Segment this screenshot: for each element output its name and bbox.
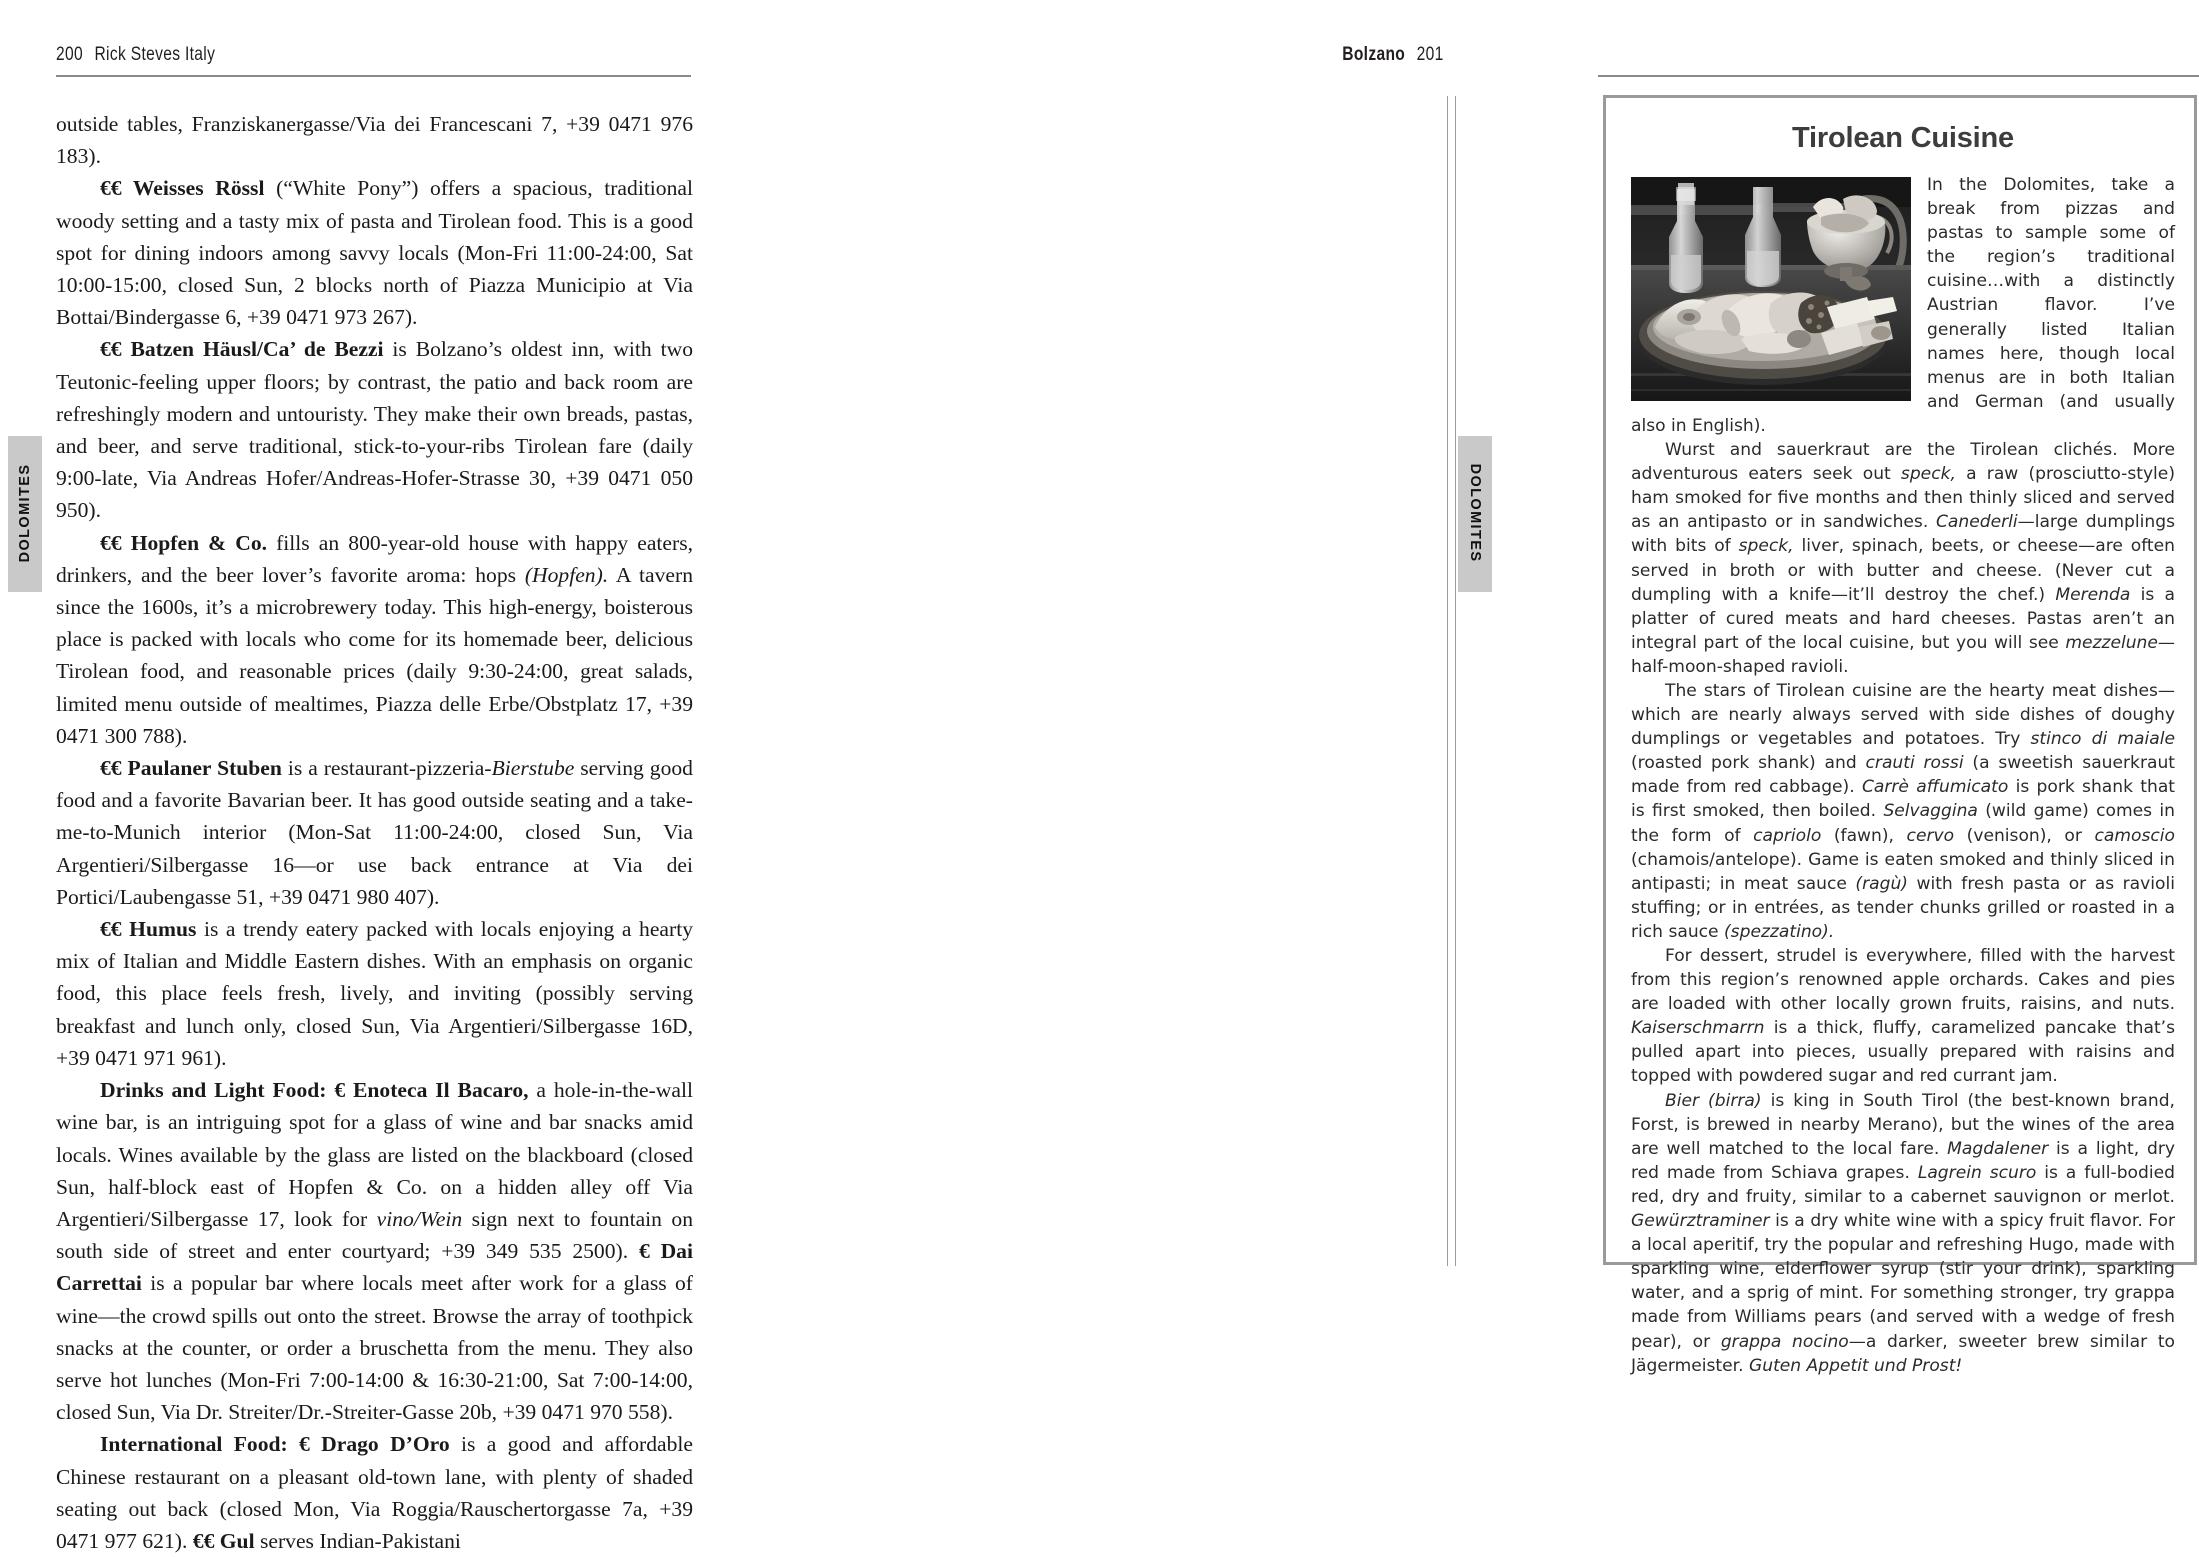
- header-rule-left: [56, 75, 691, 77]
- paragraph: Bier (birra) is king in South Tirol (the best-known brand, Forst, is brewed in nearby Merano), but the wines of the area are well matched to the local fare. Magdalener is a light, dry red made from Schiava grapes. Lagrein scuro is a full-bodied red, dry and fruity, similar to a cabernet sauvignon or merlot. Gewürztraminer is a dry white wine with a spicy fruit flavor. For a local aperitif, try the popular and refreshing Hugo, made with sparkling wine, elderflower syrup (stir your drink), sparkling water, and a sprig of mint. For something stronger, try grappa made from Williams pears (and served with a wedge of fresh pear), or grappa nocino—a darker, sweeter brew similar to Jägermeister. Guten Appetit und Prost!: [1631, 1090, 2176, 1376]
- chapter-tab-left: [8, 436, 42, 592]
- paragraph: €€ Batzen Häusl/Ca’ de Bezzi is Bolzano’s oldest inn, with two Teutonic-feeling upper floors; by contrast, the patio and back room are refreshingly modern and untouristy. They make their own breads, pastas, and beer, and serve traditional, stick-to-your-ribs Tirolean fare (daily 9:00-late, Via Andreas Hofer/Andreas-Hofer-Strasse 30, +39 0471 050 950).: [56, 337, 694, 523]
- right-page: [750, 0, 2176, 1376]
- paragraph: €€ Weisses Rössl (“White Pony”) offers a spacious, traditional woody setting and a tasty mix of pasta and Tirolean food. This is a good spot for dining indoors among savvy locals (Mon-Fri 11:00-24:00, Sat 10:00-15:00, closed Sun, 2 blocks north of Piazza Municipio at Via Bottai/Bindergasse 6, +39 0471 973 267).: [56, 176, 693, 330]
- paragraph: €€ Humus is a trendy eatery packed with locals enjoying a hearty mix of Italian and Middle Eastern dishes. With an emphasis on organic food, this place feels fresh, lively, and inviting (possibly serving breakfast and lunch only, closed Sun, Via Argentieri/Silbergasse 16D, +39 0471 971 961).: [56, 917, 693, 1070]
- paragraph: €€ Paulaner Stuben is a restaurant-pizzeria-Bierstube serving good food and a favorite Bavarian beer. It has good outside seating and a take-me-to-Munich interior (Mon-Sat 11:00-24:00, closed Sun, Via Argentieri/Silbergasse 16—or use back entrance at Via dei Portici/Laubengasse 51, +39 0471 980 407).: [56, 756, 693, 909]
- running-title-right: Bolzano: [1342, 44, 1406, 65]
- paragraph: Drinks and Light Food: € Enoteca Il Bacaro, a hole-in-the-wall wine bar, is an intriguing spot for a glass of wine and bar snacks amid locals. Wines available by the glass are listed on the blackboard (closed Sun, half-block east of Hopfen & Co. on a hidden alley off Via Argentieri/Silbergasse 17, look for vino/Wein sign next to fountain on south side of street and enter courtyard; +39 349 535 2500). € Dai Carrettai is a popular bar where locals meet after work for a glass of wine—the crowd spills out onto the street. Browse the array of toothpick snacks at the counter, or order a bruschetta from the menu. They also serve hot lunches (Mon-Fri 7:00-14:00 & 16:30-21:00, Sat 7:00-14:00, closed Sun, Via Dr. Streiter/Dr.-Streiter-Gasse 20b, +39 0471 970 558).: [56, 1078, 693, 1425]
- paragraph: €€ Hopfen & Co. fills an 800-year-old house with happy eaters, drinkers, and the beer lover’s favorite aroma: hops (Hopfen). A tavern since the 1600s, it’s a microbrewery today. This high-energy, boisterous place is packed with locals who come for its homemade beer, delicious Tirolean food, and reasonable prices (daily 9:30-24:00, great salads, limited menu outside of mealtimes, Piazza delle Erbe/Obstplatz 17, +39 0471 300 788).: [56, 530, 693, 748]
- chapter-tab-label-left: DOLOMITES: [17, 463, 33, 563]
- paragraph: In the Dolomites, take a break from pizzas and pastas to sample some of the region’s traditional cuisine…with a distinctly Austrian flavor. I’ve generally listed Italian names here, though local menus are in both Italian and German (and usually also in English).: [1631, 175, 2175, 436]
- paragraph: outside tables, Franziskanergasse/Via dei Francescani 7, +39 0471 976 183).: [56, 112, 693, 169]
- paragraph: For dessert, strudel is everywhere, filled with the harvest from this region’s renowned apple orchards. Cakes and pies are loaded with other locally grown fruits, raisins, and nuts. Kaiserschmarrn is a thick, fluffy, caramelized pancake that’s pulled apart into pieces, usually prepared with raisins and topped with powdered sugar and red currant jam.: [1631, 946, 2175, 1087]
- running-head-right: [1343, 44, 1444, 66]
- outer-margin-rule-b: [1455, 96, 1456, 1266]
- tirolean-cuisine-sidebar-box: [1603, 95, 2197, 1376]
- chapter-tab-label-right: DOLOMITES: [1467, 463, 1483, 563]
- running-title-left: Rick Steves Italy: [94, 44, 216, 65]
- paragraph: Wurst and sauerkraut are the Tirolean clichés. More adventurous eaters seek out speck, a raw (prosciutto-style) ham smoked for five months and then thinly sliced and served as an antipasto or in sandwiches. Canederli—large dumplings with bits of speck, liver, spinach, beets, or cheese—are often served in broth or with butter and cheese. (Never cut a dumpling with a knife—it’ll destroy the chef.) Merenda is a platter of cured meats and hard cheeses. Pastas aren’t an integral part of the local cuisine, but you will see mezzelune—half-moon-shaped ravioli.: [1631, 440, 2175, 677]
- outer-margin-rule-a: [1447, 96, 1448, 1266]
- page-folio-right: 201: [1417, 44, 1444, 65]
- running-head-left: [56, 44, 215, 66]
- sidebar-body-text: [1631, 173, 2175, 1378]
- sidebar-title: Tirolean Cuisine: [1792, 122, 2014, 154]
- paragraph: The stars of Tirolean cuisine are the hearty meat dishes—which are nearly always served with side dishes of doughy dumplings or vegetables and potatoes. Try stinco di maiale (roasted pork shank) and crauti rossi (a sweetish sauerkraut made from red cabbage). Carrè affumicato is pork shank that is first smoked, then boiled. Selvaggina (wild game) comes in the form of capriolo (fawn), cervo (venison), or camoscio (chamois/antelope). Game is eaten smoked and thinly sliced in antipasti; in meat sauce (ragù) with fresh pasta or as ravioli stuffing; or in entrées, as tender chunks grilled or roasted in a rich sauce (spezzatino).: [1631, 680, 2176, 942]
- left-page: [0, 0, 750, 1553]
- left-page-body-text: [56, 108, 693, 1557]
- paragraph: International Food: € Drago D’Oro is a good and affordable Chinese restaurant on a pleasant old-town lane, with plenty of shaded seating out back (closed Mon, Via Roggia/Rauschertorgasse 7a, +39 0471 977 621). €€ Gul serves Indian-Pakistani: [56, 1432, 693, 1553]
- chapter-tab-right: [1458, 436, 1492, 592]
- page-folio-left: 200: [56, 44, 83, 65]
- tirolean-platter-photo: [1631, 177, 1911, 401]
- header-rule-right: [1598, 75, 2199, 77]
